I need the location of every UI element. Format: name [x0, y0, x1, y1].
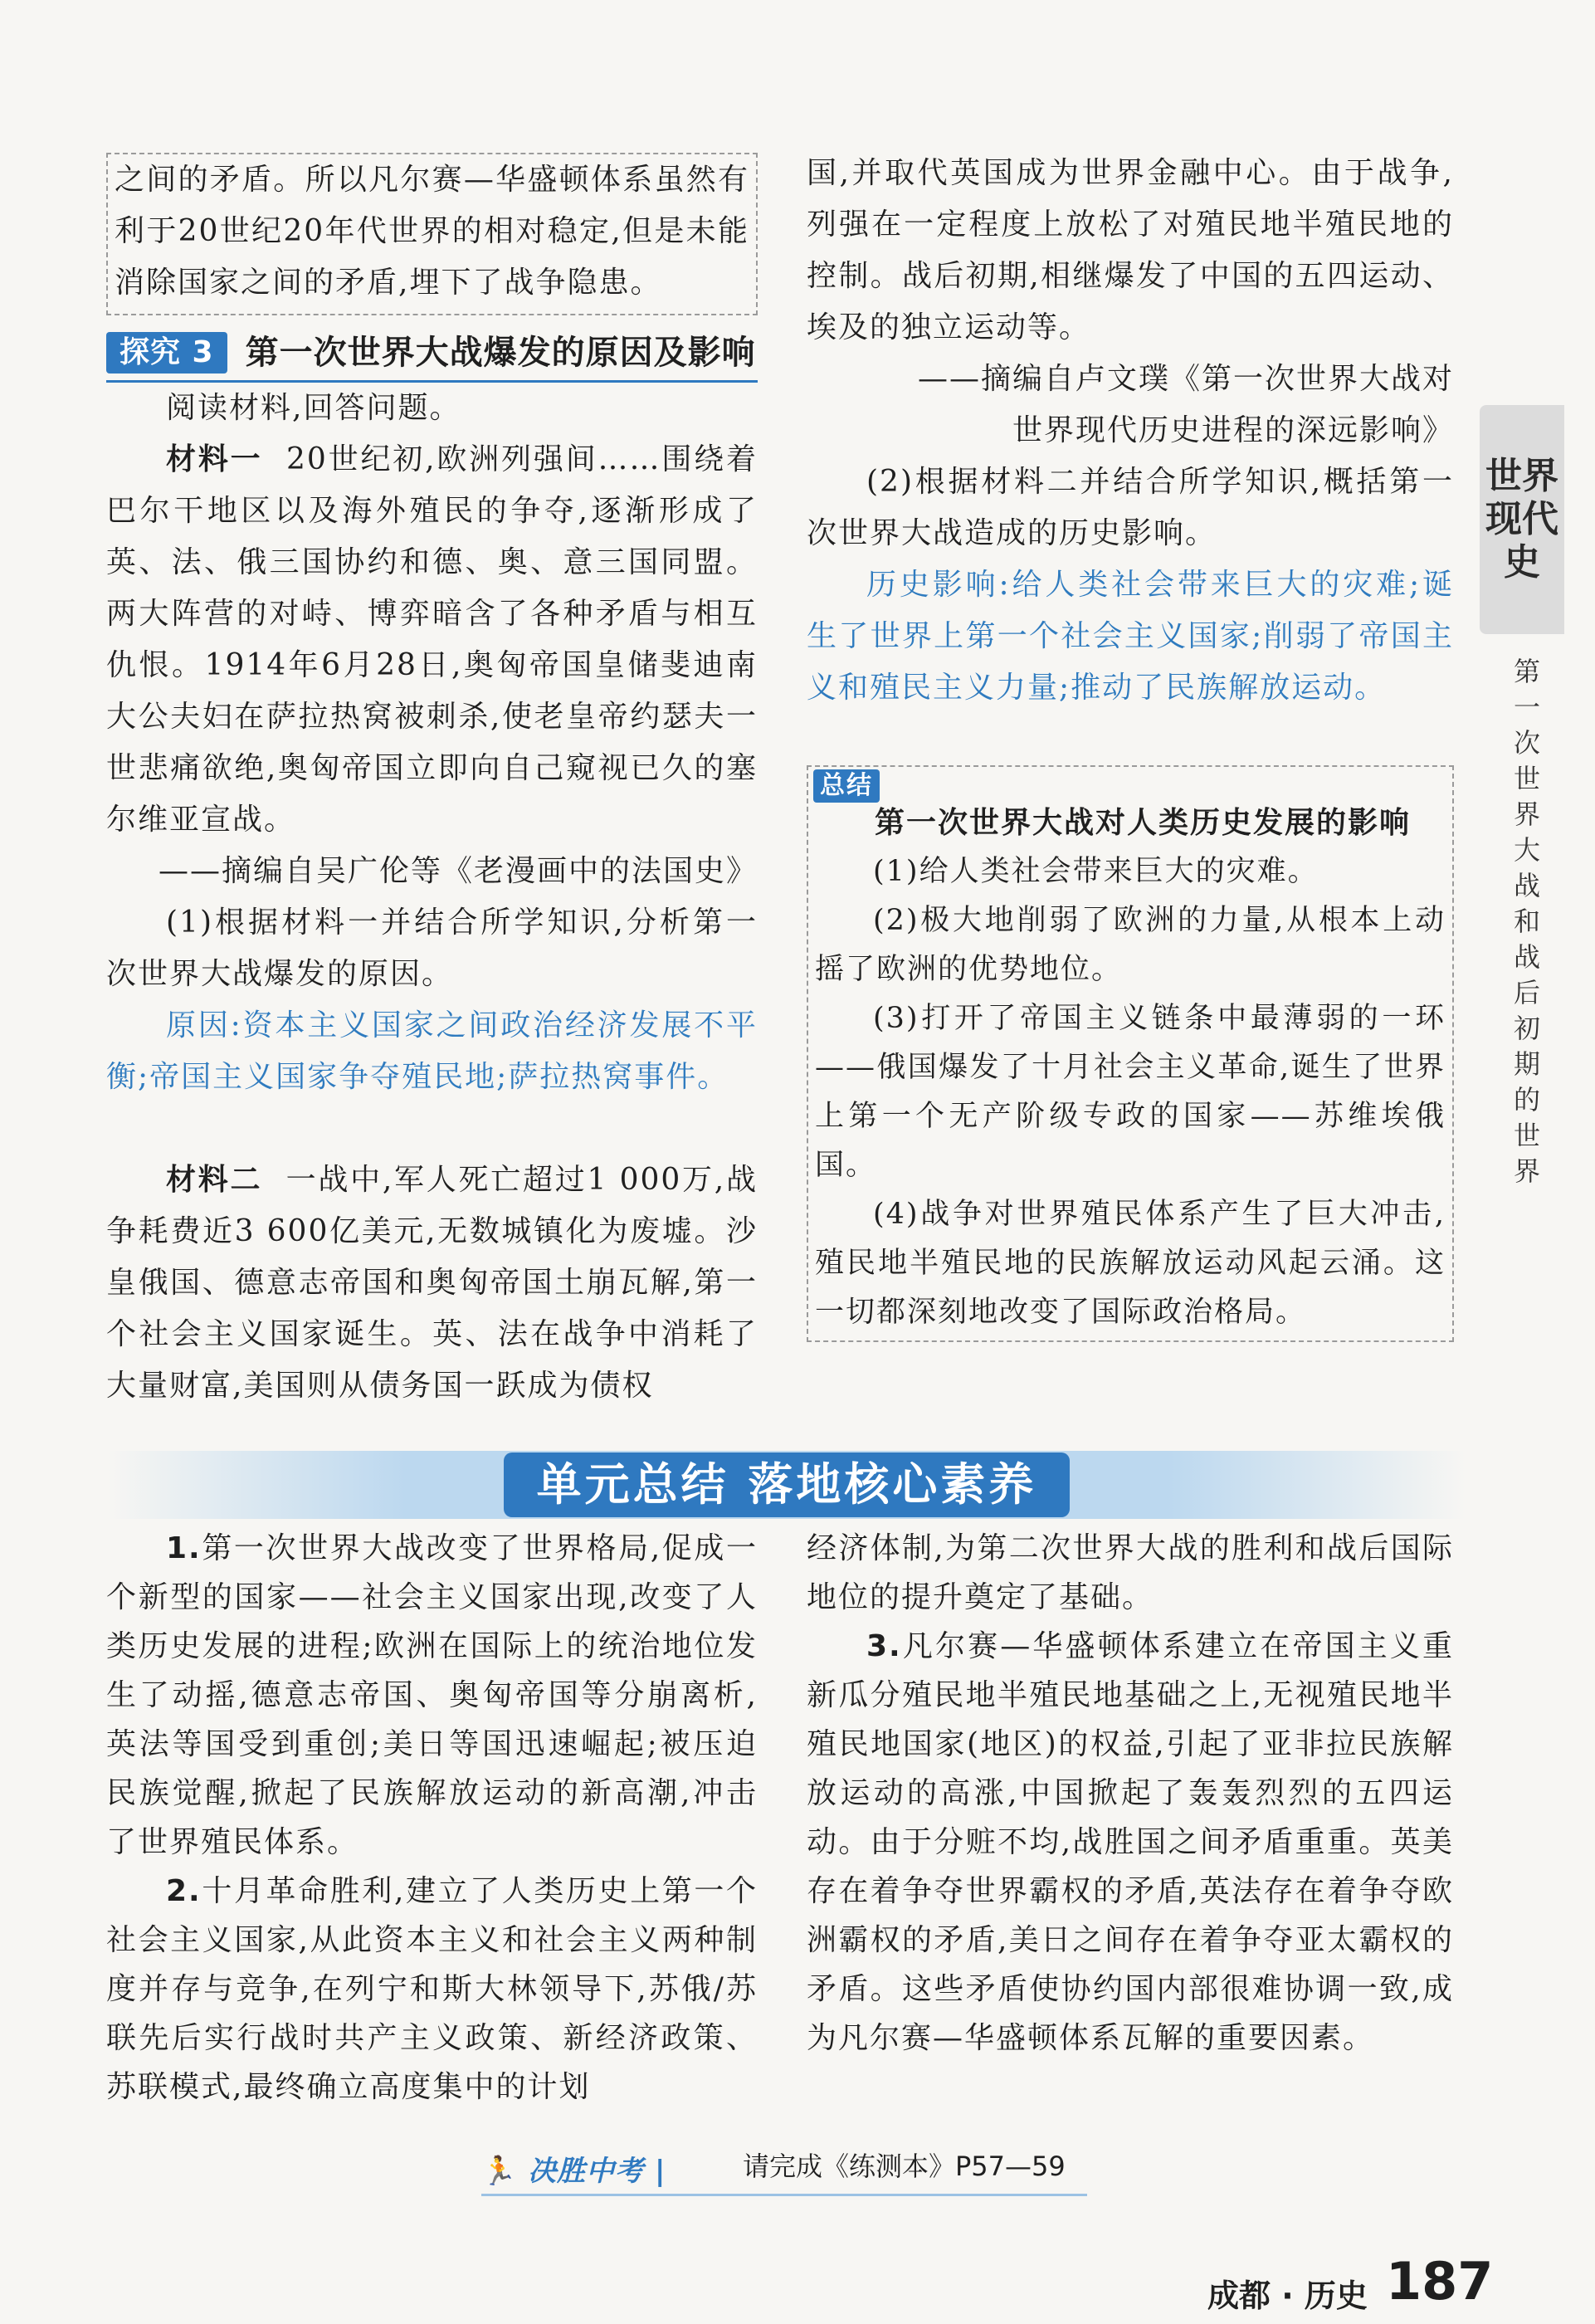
unit-summary-banner-title: 单元总结 落地核心素养 — [504, 1452, 1071, 1517]
summary-item-4: (4)战争对世界殖民体系产生了巨大冲击,殖民地半殖民地的民族解放运动风起云涌。这一切都深刻地改变了国际政治格局。 — [815, 1198, 1446, 1329]
unit-summary-banner — [108, 1451, 1466, 1519]
material-one — [106, 434, 758, 846]
unit-point-2: 2.十月革命胜利,建立了人类历史上第一个社会主义国家,从此资本主义和社会主义两种制度并存与竞争,在列宁和斯大林领导下,苏俄/苏联先后实行战时共产主义政策、新经济政策、苏联模式,最终确立高度集中的计划 — [106, 1874, 758, 2104]
summary-item-2: (2)极大地削弱了欧洲的力量,从根本上动摇了欧洲的优势地位。 — [815, 904, 1446, 986]
material-two-text-left: 一战中,军人死亡超过1 000万,战争耗费近3 600亿美元,无数城镇化为废墟。沙皇俄国、德意志帝国和奥匈帝国土崩瓦解,第一个社会主义国家诞生。英、法在战争中消耗了大量财富,美国则从债务国一跃成为债权 — [106, 1163, 758, 1403]
summary-item-1: (1)给人类社会带来巨大的灾难。 — [873, 855, 1319, 888]
footer-logo: 🏃 决胜中考 | — [481, 2155, 666, 2188]
summary-box — [807, 765, 1454, 1342]
unit-point-2-continued: 经济体制,为第二次世界大战的胜利和战后国际地位的提升奠定了基础。 — [807, 1531, 1454, 1614]
material-two — [106, 1155, 758, 1412]
material-one-text: 20世纪初,欧洲列强间……围绕着巴尔干地区以及海外殖民的争夺,逐渐形成了英、法、俄三国协约和德、奥、意三国同盟。两大阵营的对峙、博弈暗含了各种矛盾与相互仇恨。1914年6月28日,奥匈帝国皇储斐迪南大公夫妇在萨拉热窝被刺杀,使老皇帝约瑟夫一世悲痛欲绝,奥匈帝国立即向自己窥视已久的塞尔维亚宣战。 — [106, 442, 758, 837]
page-number: 187 — [1386, 2251, 1494, 2312]
summary-title: 第一次世界大战对人类历史发展的影响 — [875, 806, 1412, 840]
footer-instruction: 请完成《练测本》P57—59 — [743, 2151, 1066, 2182]
side-tab-subtitle: 第一次世界大战和战后初期的世界 — [1513, 656, 1540, 1187]
summary-badge: 总结 — [813, 769, 880, 803]
unit-point-1: 1.第一次世界大战改变了世界格局,促成一个新型的国家——社会主义国家出现,改变了人类历史发展的进程;欧洲在国际上的统治地位发生了动摇,德意志帝国、奥匈帝国等分崩离析,英法等国受到重创;美日等国迅速崛起;被压迫民族觉醒,掀起了民族解放运动的新高潮,冲击了世界殖民体系。 — [106, 1531, 758, 1859]
runner-icon: 🏃 — [481, 2155, 518, 2188]
tanjiu-badge: 探究 3 — [106, 332, 227, 374]
answer-one: 原因:资本主义国家之间政治经济发展不平衡;帝国主义国家争夺殖民地;萨拉热窝事件。 — [106, 1008, 758, 1094]
question-two: (2)根据材料二并结合所学知识,概括第一次世界大战造成的历史影响。 — [807, 465, 1454, 550]
answer-two: 历史影响:给人类社会带来巨大的灾难;诞生了世界上第一个社会主义国家;削弱了帝国主义和殖民主义力量;推动了民族解放运动。 — [807, 568, 1454, 705]
material-two-label: 材料二 — [166, 1163, 263, 1197]
unit-point-3: 3.凡尔赛—华盛顿体系建立在帝国主义重新瓜分殖民地半殖民地基础之上,无视殖民地半殖民地国家(地区)的权益,引起了亚非拉民族解放运动的高涨,中国掀起了轰轰烈烈的五四运动。由于分赃不均,战胜国之间矛盾重重。英美存在着争夺世界霸权的矛盾,英法存在着争夺欧洲霸权的矛盾,美日之间存在着争夺亚太霸权的矛盾。这些矛盾使协约国内部很难协调一致,成为凡尔赛—华盛顿体系瓦解的重要因素。 — [807, 1629, 1454, 2055]
side-tab-chapter: 世界现代史 — [1480, 405, 1564, 634]
page-signature: 成都 · 历史 — [1207, 2278, 1368, 2314]
section-title: 第一次世界大战爆发的原因及影响 — [245, 334, 756, 372]
section-header — [106, 327, 758, 383]
material-two-source-1: ——摘编自卢文璞《第一次世界大战对 — [917, 362, 1454, 396]
reading-prompt: 阅读材料,回答问题。 — [166, 391, 461, 425]
material-one-source: ——摘编自吴广伦等《老漫画中的法国史》 — [158, 854, 758, 888]
summary-item-3: (3)打开了帝国主义链条中最薄弱的一环——俄国爆发了十月社会主义革命,诞生了世界上第一个无产阶级专政的国家——苏维埃俄国。 — [815, 1002, 1446, 1182]
question-one: (1)根据材料一并结合所学知识,分析第一次世界大战爆发的原因。 — [106, 906, 758, 991]
material-two-source-2: 世界现代历史进程的深远影响》 — [1012, 413, 1454, 447]
footer-divider — [481, 2194, 1087, 2196]
continued-text-box — [106, 153, 758, 315]
material-two-text-right: 国,并取代英国成为世界金融中心。由于战争,列强在一定程度上放松了对殖民地半殖民地的控制。战后初期,相继爆发了中国的五四运动、埃及的独立运动等。 — [807, 156, 1454, 344]
material-one-label: 材料一 — [166, 442, 263, 476]
continued-text: 之间的矛盾。所以凡尔赛—华盛顿体系虽然有利于20世纪20年代世界的相对稳定,但是未能消除国家之间的矛盾,埋下了战争隐患。 — [115, 163, 749, 300]
